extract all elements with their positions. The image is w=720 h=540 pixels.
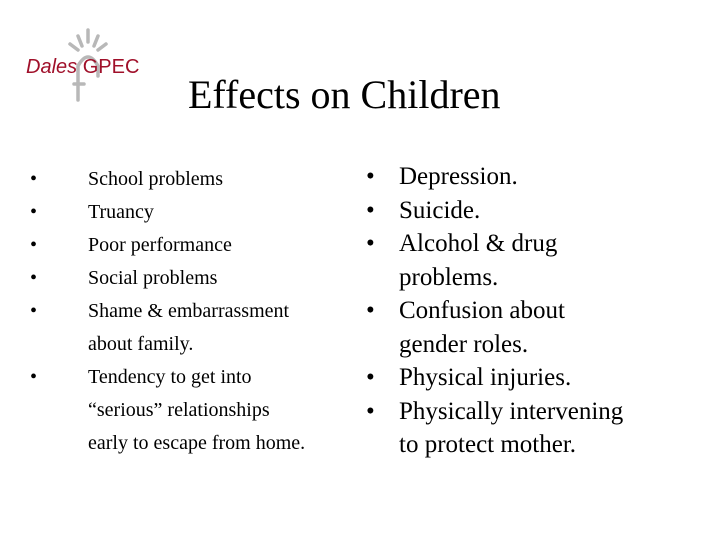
left-bullet-list [30, 163, 360, 460]
list-item: • Truancy [30, 196, 360, 229]
list-item: • Social problems [30, 262, 360, 295]
logo-wordmark [26, 56, 139, 79]
list-item: • Physically intervening to protect mother. [366, 395, 716, 462]
list-item: • Physical injuries. [366, 361, 716, 395]
list-item: • Shame & embarrassment about family. [30, 295, 360, 361]
list-item: • Poor performance [30, 229, 360, 262]
list-item: • Alcohol & drug problems. [366, 227, 716, 294]
logo-brand: Dales [26, 56, 78, 78]
dales-gpec-logo [22, 26, 172, 106]
list-item: • Tendency to get into “serious” relationships early to escape from home. [30, 361, 360, 460]
logo-org: GPEC [82, 56, 140, 78]
list-item: • Suicide. [366, 194, 716, 228]
list-item: • Confusion about gender roles. [366, 294, 716, 361]
list-item: • School problems [30, 163, 360, 196]
slide-title: Effects on Children [188, 72, 501, 117]
right-bullet-list [366, 160, 716, 462]
list-item: • Depression. [366, 160, 716, 194]
